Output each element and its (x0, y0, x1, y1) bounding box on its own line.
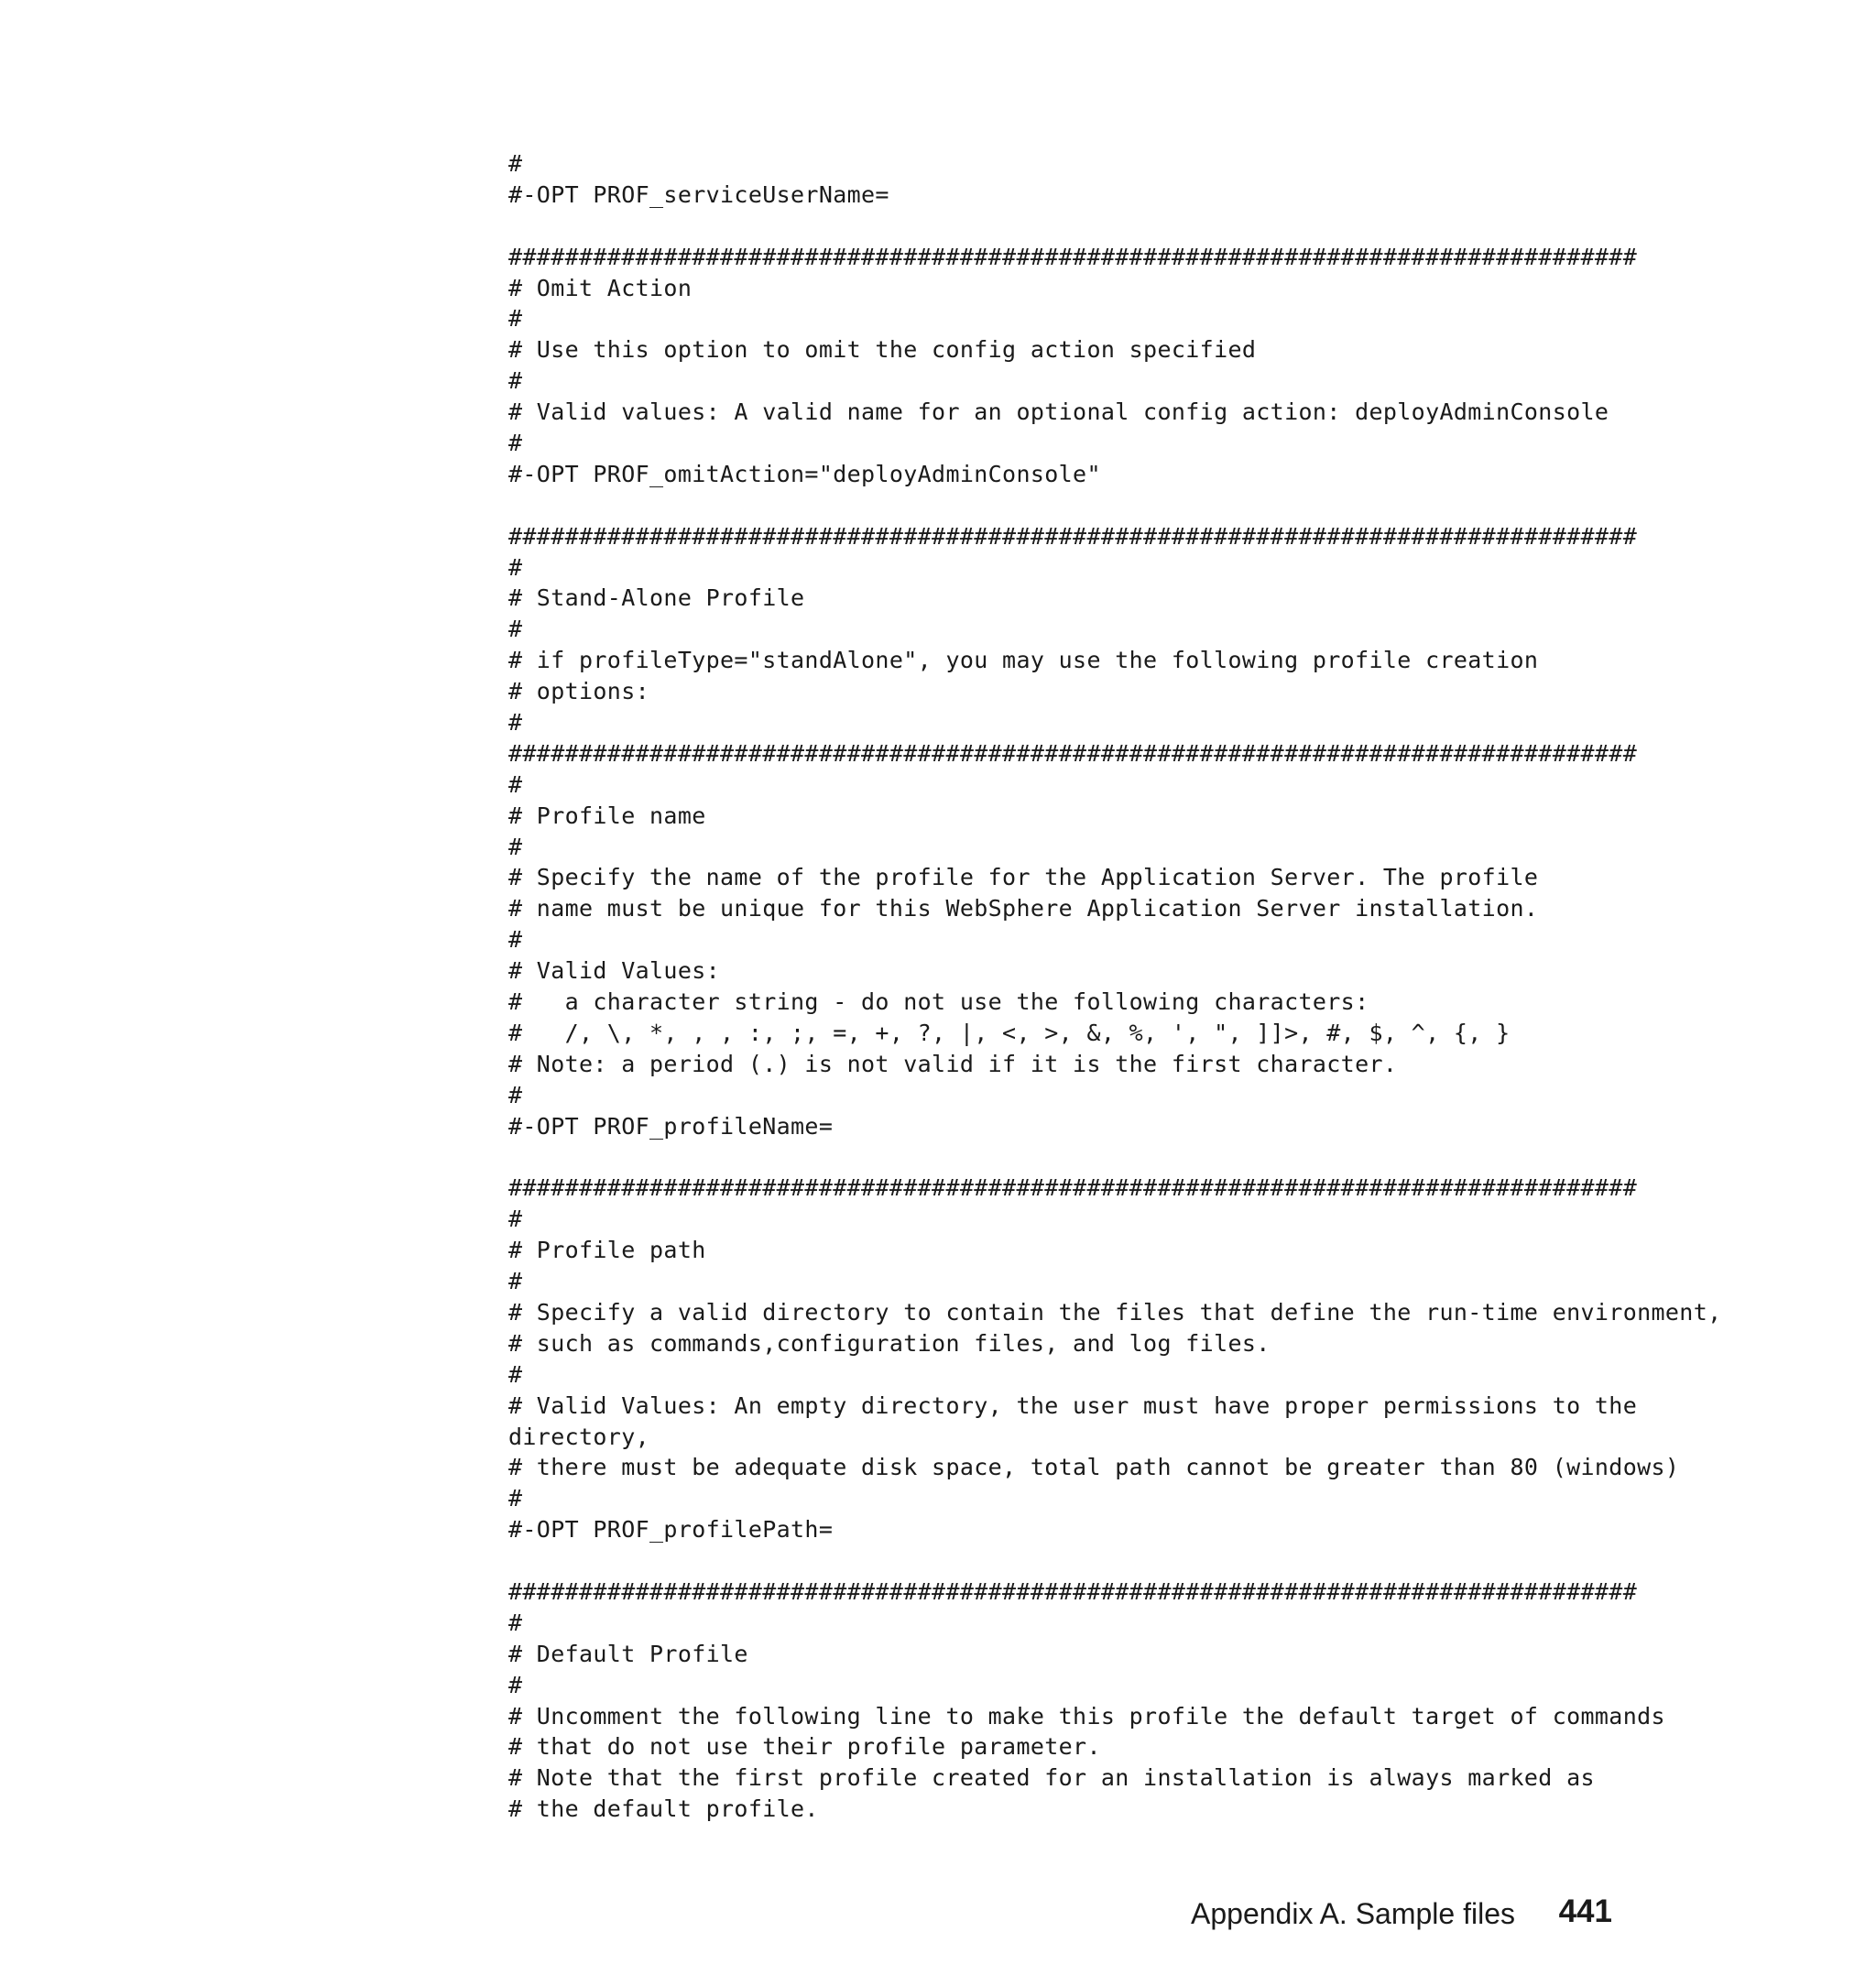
code-line: # (508, 1609, 523, 1636)
code-line: # if profileType="standAlone", you may use the following profile creation (508, 647, 1539, 674)
footer-title: Appendix A. Sample files (1191, 1897, 1515, 1930)
code-line: # (508, 367, 523, 395)
code-line: # /, \, *, , , :, ;, =, +, ?, |, <, >, &, %, ', ", ]]>, #, $, ^, {, } (508, 1019, 1511, 1046)
code-line: ################################################################################ (508, 739, 1638, 767)
code-line: # (508, 1485, 523, 1512)
code-line: # Uncomment the following line to make this profile the default target of commands (508, 1702, 1665, 1730)
code-line: # (508, 430, 523, 457)
code-line: # (508, 1081, 523, 1108)
code-line: # Valid Values: An empty directory, the user must have proper permissions to the (508, 1391, 1638, 1419)
code-listing (508, 148, 1722, 1825)
code-line: # Note: a period (.) is not valid if it is the first character. (508, 1050, 1398, 1077)
code-line: # (508, 1671, 523, 1698)
code-line (508, 490, 1722, 521)
code-line: ################################################################################ (508, 1174, 1638, 1202)
code-line: # the default profile. (508, 1795, 819, 1823)
page-number: 441 (1558, 1893, 1612, 1929)
code-line: directory, (508, 1423, 650, 1450)
code-line: # (508, 1206, 523, 1233)
code-line: # (508, 150, 523, 177)
code-line: # (508, 926, 523, 954)
code-line: # Default Profile (508, 1640, 748, 1667)
code-line: # Stand-Alone Profile (508, 584, 805, 612)
code-line: # Valid Values: (508, 957, 721, 985)
code-line: # name must be unique for this WebSphere Application Server installation. (508, 895, 1539, 922)
code-line: # options: (508, 678, 650, 705)
code-line: ################################################################################ (508, 1577, 1638, 1605)
code-line: # Profile name (508, 802, 706, 829)
code-line: # Profile path (508, 1237, 706, 1264)
code-line: # (508, 709, 523, 737)
code-line: # Specify the name of the profile for the Application Server. The profile (508, 864, 1539, 891)
code-line: #-OPT PROF_profileName= (508, 1112, 834, 1140)
page-footer (1191, 1892, 1612, 1936)
code-line: #-OPT PROF_profilePath= (508, 1516, 834, 1544)
code-line: # Omit Action (508, 274, 693, 301)
code-line: # (508, 616, 523, 643)
code-line: # a character string - do not use the following characters: (508, 988, 1369, 1016)
code-line: ################################################################################ (508, 522, 1638, 550)
code-line (508, 1142, 1722, 1173)
code-line (508, 1545, 1722, 1577)
code-line: #-OPT PROF_serviceUserName= (508, 180, 889, 208)
code-line: # that do not use their profile parameter. (508, 1733, 1101, 1761)
code-line: # (508, 833, 523, 860)
code-line: # (508, 1360, 523, 1388)
code-line: # (508, 553, 523, 581)
code-line: #-OPT PROF_omitAction="deployAdminConsole" (508, 460, 1101, 487)
code-line: # such as commands,configuration files, and log files. (508, 1329, 1271, 1357)
code-line: # Valid values: A valid name for an optional config action: deployAdminConsole (508, 398, 1609, 426)
code-line: # Use this option to omit the config action specified (508, 336, 1257, 364)
code-line: # (508, 1268, 523, 1295)
code-line: # (508, 770, 523, 798)
code-line: # Specify a valid directory to contain the files that define the run-time environment, (508, 1298, 1722, 1326)
code-line: # there must be adequate disk space, total path cannot be greater than 80 (windows) (508, 1454, 1680, 1481)
code-line: # Note that the first profile created for an installation is always marked as (508, 1764, 1595, 1792)
code-line: ################################################################################ (508, 243, 1638, 270)
code-line (508, 211, 1722, 242)
code-line: # (508, 305, 523, 333)
